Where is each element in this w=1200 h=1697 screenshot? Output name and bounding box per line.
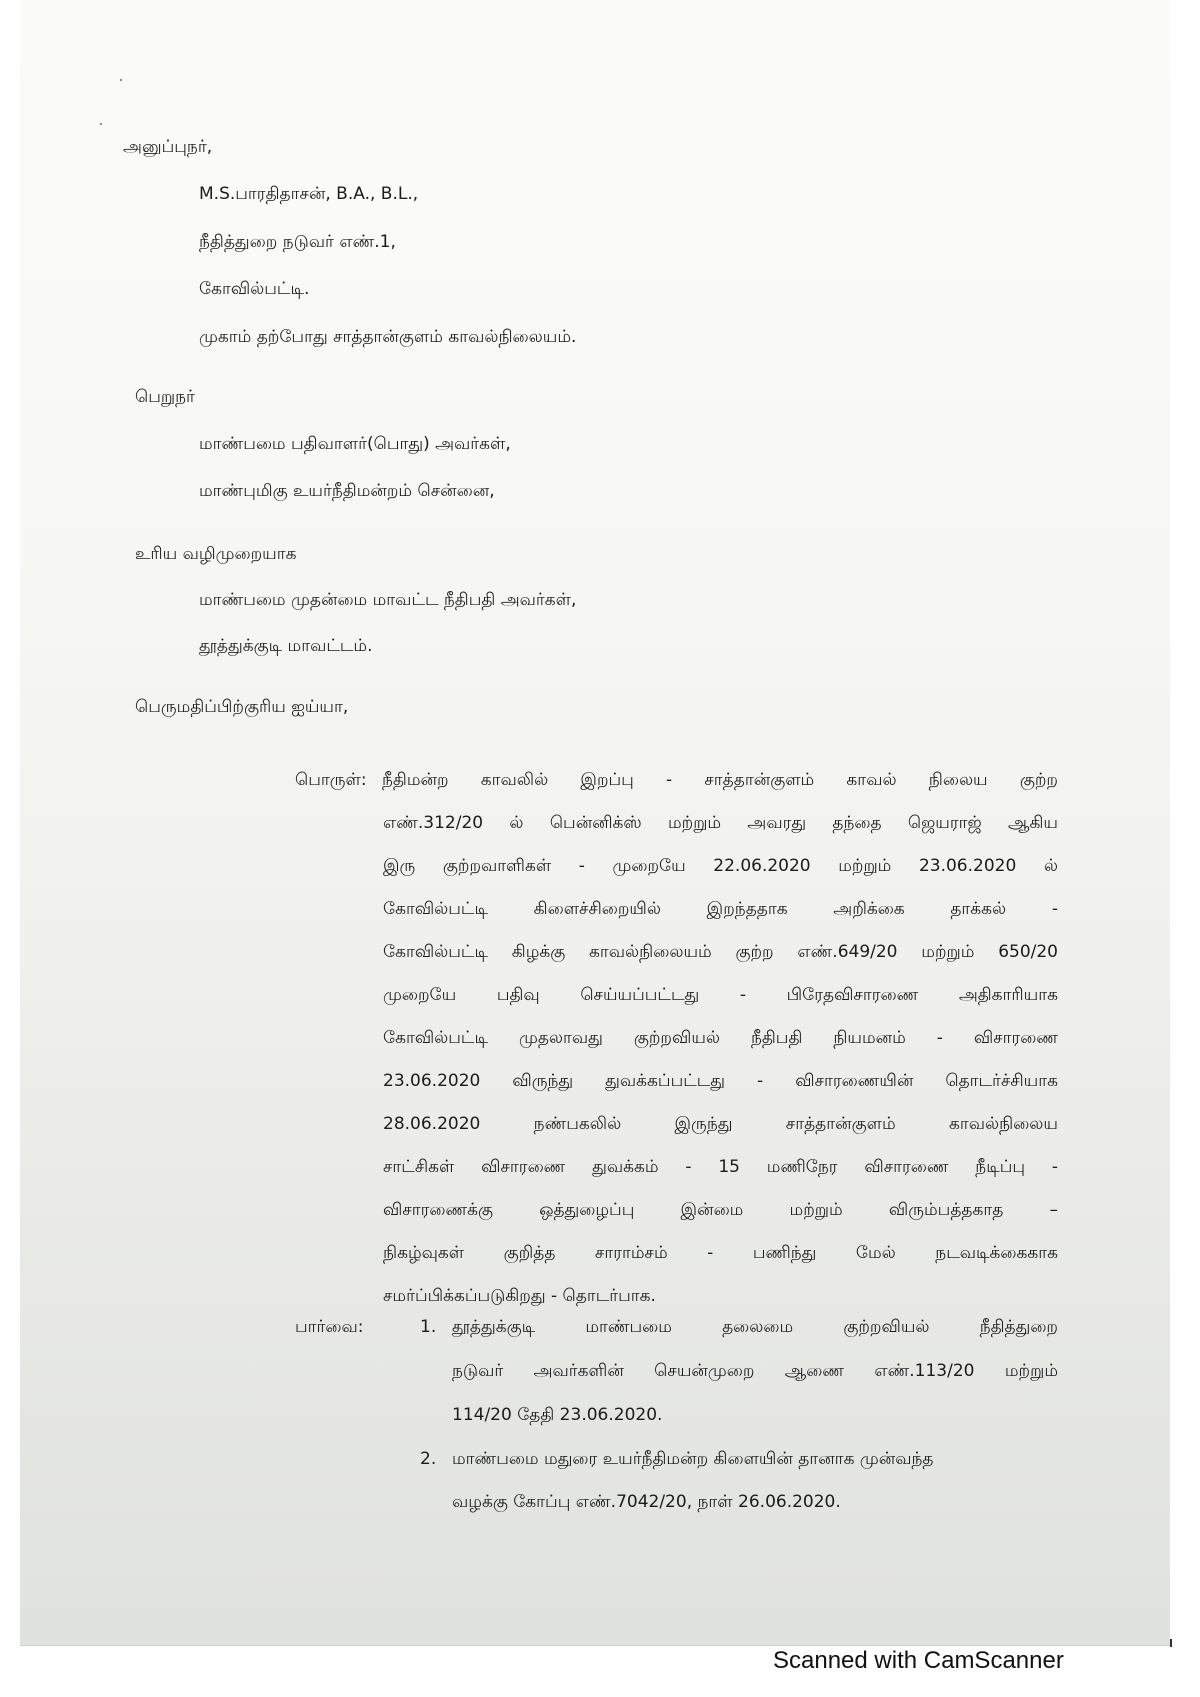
sender-designation: நீதித்துறை நடுவர் எண்.1, [199,232,396,252]
subject-line: நிகழ்வுகள் குறித்த சாராம்சம் - பணிந்து மேல் நடவடிக்கைகாக [383,1243,1058,1263]
recipient-line-1: மாண்பமை பதிவாளர்(பொது) அவர்கள், [199,434,511,454]
sender-label: அனுப்புநர், [123,137,213,157]
subject-line: கோவில்பட்டி கிழக்கு காவல்நிலையம் குற்ற எண்.649/20 மற்றும் 650/20 [383,942,1058,962]
scan-speck [100,123,102,125]
reference-item-line: நடுவர் அவர்களின் செயன்முறை ஆணை எண்.113/20 மற்றும் [452,1361,1058,1381]
subject-line: நீதிமன்ற காவலில் இறப்பு - சாத்தான்குளம் காவல் நிலைய குற்ற [382,770,1058,790]
subject-line: கோவில்பட்டி கிளைச்சிறையில் இறந்ததாக அறிக்கை தாக்கல் - [383,899,1058,919]
subject-line: முறையே பதிவு செய்யப்பட்டது - பிரேதவிசாரணை அதிகாரியாக [383,985,1058,1005]
subject-line: சாட்சிகள் விசாரணை துவக்கம் - 15 மணிநேர விசாரணை நீடிப்பு - [383,1157,1058,1177]
reference-label: பார்வை: [295,1317,364,1337]
subject-label: பொருள்: [295,770,367,790]
reference-item-number: 1. [420,1317,437,1337]
reference-item-line: தூத்துக்குடி மாண்பமை தலைமை குற்றவியல் நீதித்துறை [452,1317,1058,1337]
reference-item-line: 114/20 தேதி 23.06.2020. [452,1405,663,1425]
reference-item-line: மாண்பமை மதுரை உயர்நீதிமன்ற கிளையின் தானாக முன்வந்த [452,1449,934,1469]
through-line-1: மாண்பமை முதன்மை மாவட்ட நீதிபதி அவர்கள், [199,590,577,610]
subject-line: விசாரணைக்கு ஒத்துழைப்பு இன்மை மற்றும் விரும்பத்தகாத – [383,1200,1058,1220]
camscanner-watermark: Scanned with CamScanner [773,1647,1064,1674]
subject-line: 23.06.2020 விருந்து துவக்கப்பட்டது - விசாரணையின் தொடர்ச்சியாக [383,1071,1058,1091]
reference-item-line: வழக்கு கோப்பு எண்.7042/20, நாள் 26.06.2020. [452,1492,841,1512]
sender-camp: முகாம் தற்போது சாத்தான்குளம் காவல்நிலையம். [199,327,577,347]
reference-item-number: 2. [420,1449,437,1469]
recipient-label: பெறுநர் [135,387,195,407]
subject-line: சமர்ப்பிக்கப்படுகிறது - தொடர்பாக. [383,1286,656,1306]
subject-line: கோவில்பட்டி முதலாவது குற்றவியல் நீதிபதி நியமனம் - விசாரணை [383,1028,1058,1048]
scan-speck [120,79,122,81]
through-label: உரிய வழிமுறையாக [135,544,297,564]
subject-line: எண்.312/20 ல் பென்னிக்ஸ் மற்றும் அவரது தந்தை ஜெயராஜ் ஆகிய [383,813,1058,833]
sender-name: M.S.பாரதிதாசன், B.A., B.L., [199,184,419,204]
sender-place: கோவில்பட்டி. [199,279,310,299]
through-line-2: தூத்துக்குடி மாவட்டம். [199,636,373,656]
salutation: பெருமதிப்பிற்குரிய ஐய்யா, [135,697,349,717]
recipient-line-2: மாண்புமிகு உயர்நீதிமன்றம் சென்னை, [199,481,495,501]
subject-line: இரு குற்றவாளிகள் - முறையே 22.06.2020 மற்றும் 23.06.2020 ல் [383,856,1058,876]
subject-line: 28.06.2020 நண்பகலில் இருந்து சாத்தான்குளம் காவல்நிலைய [383,1114,1058,1134]
